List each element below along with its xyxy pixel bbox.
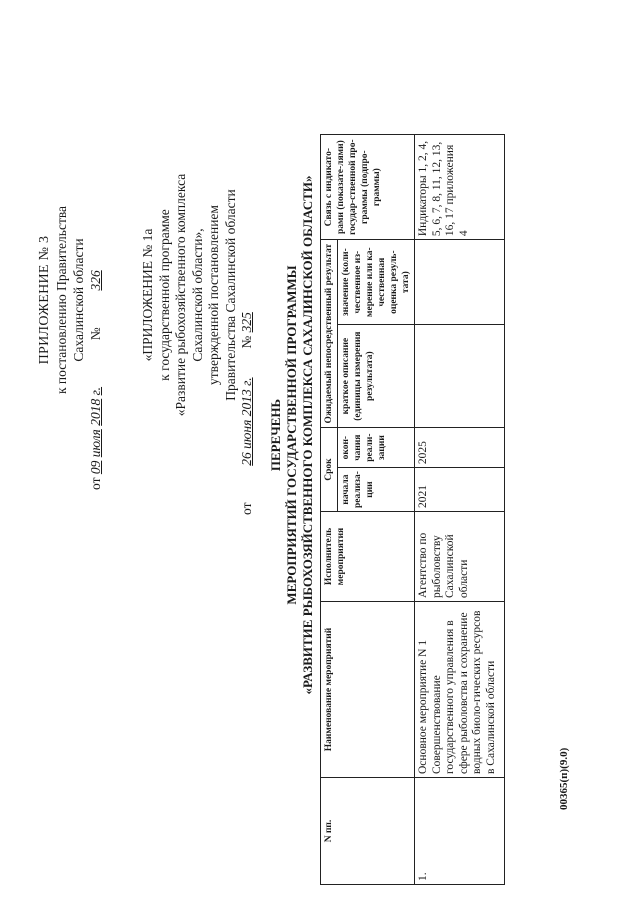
col-header-executor: Исполнитель мероприятия	[321, 512, 415, 602]
cell-link: Индикаторы 1, 2, 4, 5, 6, 7, 8, 11, 12, 13, 16, 17 приложения 4	[415, 135, 505, 240]
prev-line: «Развитие рыбохозяйственного комплекса	[173, 173, 188, 417]
header-row	[321, 135, 338, 885]
prev-line: утвержденной постановлением	[206, 205, 221, 385]
date-value: 26 июня 2013 г.	[239, 377, 254, 466]
col-header-num: N пп.	[321, 778, 415, 885]
cell-start: 2021	[415, 468, 505, 512]
attachment-line: Сахалинской области	[71, 238, 86, 362]
attachment-title: ПРИЛОЖЕНИЕ № 3	[37, 235, 52, 365]
title-line: ПЕРЕЧЕНЬ	[268, 398, 283, 472]
date-prefix: от	[239, 502, 254, 515]
cell-executor: Агентство по рыболовству Сахалинской области	[415, 512, 505, 602]
number-value: 326	[88, 270, 103, 291]
prev-line: Правительства Сахалинской области	[222, 189, 238, 401]
cell-num: 1.	[415, 778, 505, 885]
col-header-result-value: значение (коли-чественное из-мерение или ка-чественная оценка резуль-тата)	[338, 240, 415, 325]
date-day: 09	[88, 460, 103, 475]
col-header-result: Ожидаемый непосредственный результат	[321, 240, 338, 428]
col-header-result-desc: краткое описание (единицы измерения результата)	[338, 325, 415, 428]
document-title	[268, 135, 316, 735]
prev-date-line	[239, 75, 256, 515]
table-row	[415, 135, 505, 885]
title-line: МЕРОПРИЯТИЙ ГОСУДАРСТВЕННОЙ ПРОГРАММЫ	[284, 265, 299, 605]
date-year: 2018	[88, 398, 103, 426]
col-header-end: окон-чания реали-зации	[338, 428, 415, 468]
number-value: 325	[239, 312, 254, 333]
title-line: «РАЗВИТИЕ РЫБОХОЗЯЙСТВЕННОГО КОМПЛЕКСА САХАЛИНСКОЙ ОБЛАСТИ»	[300, 175, 315, 695]
cell-result-desc	[415, 325, 505, 428]
attachment-date-line	[87, 90, 104, 510]
date-suffix: г.	[88, 386, 103, 396]
prev-title: «ПРИЛОЖЕНИЕ № 1а	[140, 228, 155, 362]
col-header-term: Срок	[321, 428, 338, 512]
measures-table	[320, 134, 505, 885]
cell-end: 2025	[415, 428, 505, 468]
number-label: №	[239, 335, 254, 349]
prev-line: к государственной программе	[156, 209, 172, 381]
cell-name: Основное мероприятие N 1 Совершенствование государственного управления в сфере рыболовства и сохранение водных биоло-гических ресурсов в Сахалинской области	[415, 602, 505, 778]
col-header-link: Связь с индикато-рами (показате-лями) государ-ственной про-граммы (подпро-граммы)	[321, 135, 415, 240]
attachment-block	[36, 90, 104, 510]
date-month: июля	[88, 429, 103, 458]
document-code: 00365(п)(9.0)	[558, 747, 570, 810]
cell-result-value	[415, 240, 505, 325]
date-prefix: от	[88, 477, 103, 490]
prev-line: Сахалинской области»,	[189, 228, 205, 362]
attachment-line: к постановлению Правительства	[54, 205, 69, 395]
col-header-start: начала реализа-ции	[338, 468, 415, 512]
col-header-name: Наименование мероприятий	[321, 602, 415, 778]
previous-attachment-block	[140, 75, 256, 515]
number-label: №	[88, 327, 103, 341]
